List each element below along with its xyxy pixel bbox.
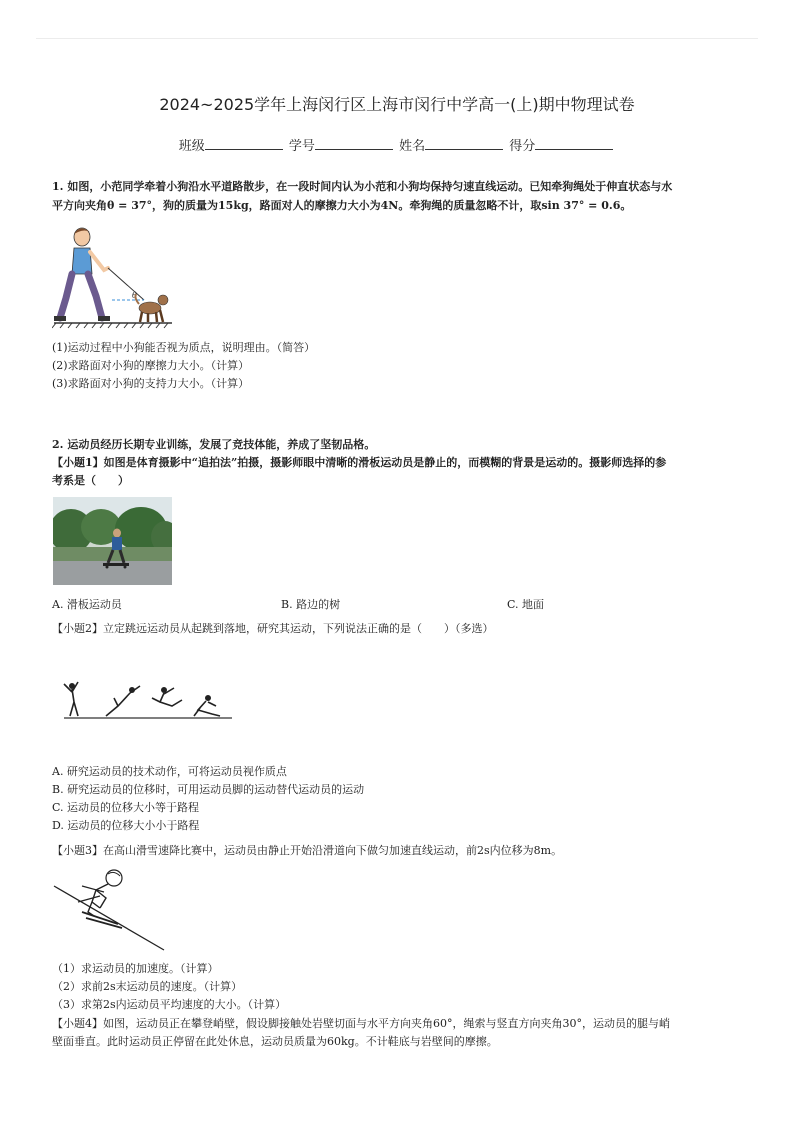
q2-s3-sub-2: （2）求前2s末运动员的速度。（计算） [52,980,243,993]
q1-line-2: 平方向夹角θ = 37°，狗的质量为15kg，路面对人的摩擦力大小为4N。牵狗绳的质量忽略不计，取sin 37° = 0.6。 [52,199,632,212]
q2-s2-text: 【小题2】立定跳远运动员从起跳到落地，研究其运动，下列说法正确的是（ ）（多选） [52,622,494,635]
q2-intro: 2. 运动员经历长期专业训练，发展了竞技体能，养成了坚韧品格。 [52,438,376,451]
student-id-blank[interactable] [315,137,393,150]
q2-s1-line-1: 【小题1】如图是体育摄影中“追拍法”拍摄，摄影师眼中清晰的滑板运动员是静止的，而模糊的背景是运动的。摄影师选择的参 [52,456,667,469]
q2-s4-line-2: 壁面垂直。此时运动员正停留在此处休息，运动员质量为60kg。不计鞋底与岩壁间的摩擦。 [52,1035,498,1048]
q2-s1-line-2: 考系是（ ） [52,474,129,487]
q2-s3-sub-1: （1）求运动员的加速度。（计算） [52,962,219,975]
name-blank[interactable] [425,137,503,150]
class-blank[interactable] [205,137,283,150]
standing-long-jump-figure [60,676,234,724]
q2-s3-sub-3: （3）求第2s内运动员平均速度的大小。（计算） [52,998,287,1011]
q1-sub-2: (2)求路面对小狗的摩擦力大小。（计算） [52,359,250,372]
student-info-line [0,135,794,154]
q2-s2-option-b[interactable]: B. 研究运动员的位移时，可用运动员脚的运动替代运动员的运动 [52,783,365,796]
q1-sub-1: (1)运动过程中小狗能否视为质点，说明理由。（简答） [52,341,316,354]
q2-s1-option-a[interactable]: A. 滑板运动员 [52,598,122,611]
score-label: 得分 [509,139,536,154]
q2-s3-text: 【小题3】在高山滑雪速降比赛中，运动员由静止开始沿滑道向下做匀加速直线运动，前2s内位移为8m。 [52,844,563,857]
q2-s4-line-1: 【小题4】如图，运动员正在攀登峭壁，假设脚接触处岩壁切面与水平方向夹角60°，绳索与竖直方向夹角30°，运动员的腿与峭 [52,1017,670,1030]
student-id-label: 学号 [288,139,315,154]
q1-sub-3: (3)求路面对小狗的支持力大小。（计算） [52,377,250,390]
theta-label: θ [132,291,137,300]
skateboard-photo [53,497,172,585]
page-title: 2024~2025学年上海闵行区上海市闵行中学高一(上)期中物理试卷 [159,95,635,114]
downhill-skier-figure [52,862,168,954]
score-blank[interactable] [535,137,613,150]
class-label: 班级 [178,139,205,154]
q2-s2-option-d[interactable]: D. 运动员的位移大小小于路程 [52,819,200,832]
person-walking-dog-figure [52,222,176,330]
top-rule [36,38,758,39]
q2-s1-option-c[interactable]: C. 地面 [507,598,545,611]
q2-s2-option-a[interactable]: A. 研究运动员的技术动作，可将运动员视作质点 [52,765,287,778]
q1-line-1: 1. 如图，小范同学牵着小狗沿水平道路散步，在一段时间内认为小范和小狗均保持匀速直线运动。已知牵狗绳处于伸直状态与水 [52,180,673,193]
name-label: 姓名 [399,139,426,154]
q2-s2-option-c[interactable]: C. 运动员的位移大小等于路程 [52,801,200,814]
q2-s1-option-b[interactable]: B. 路边的树 [281,598,341,611]
